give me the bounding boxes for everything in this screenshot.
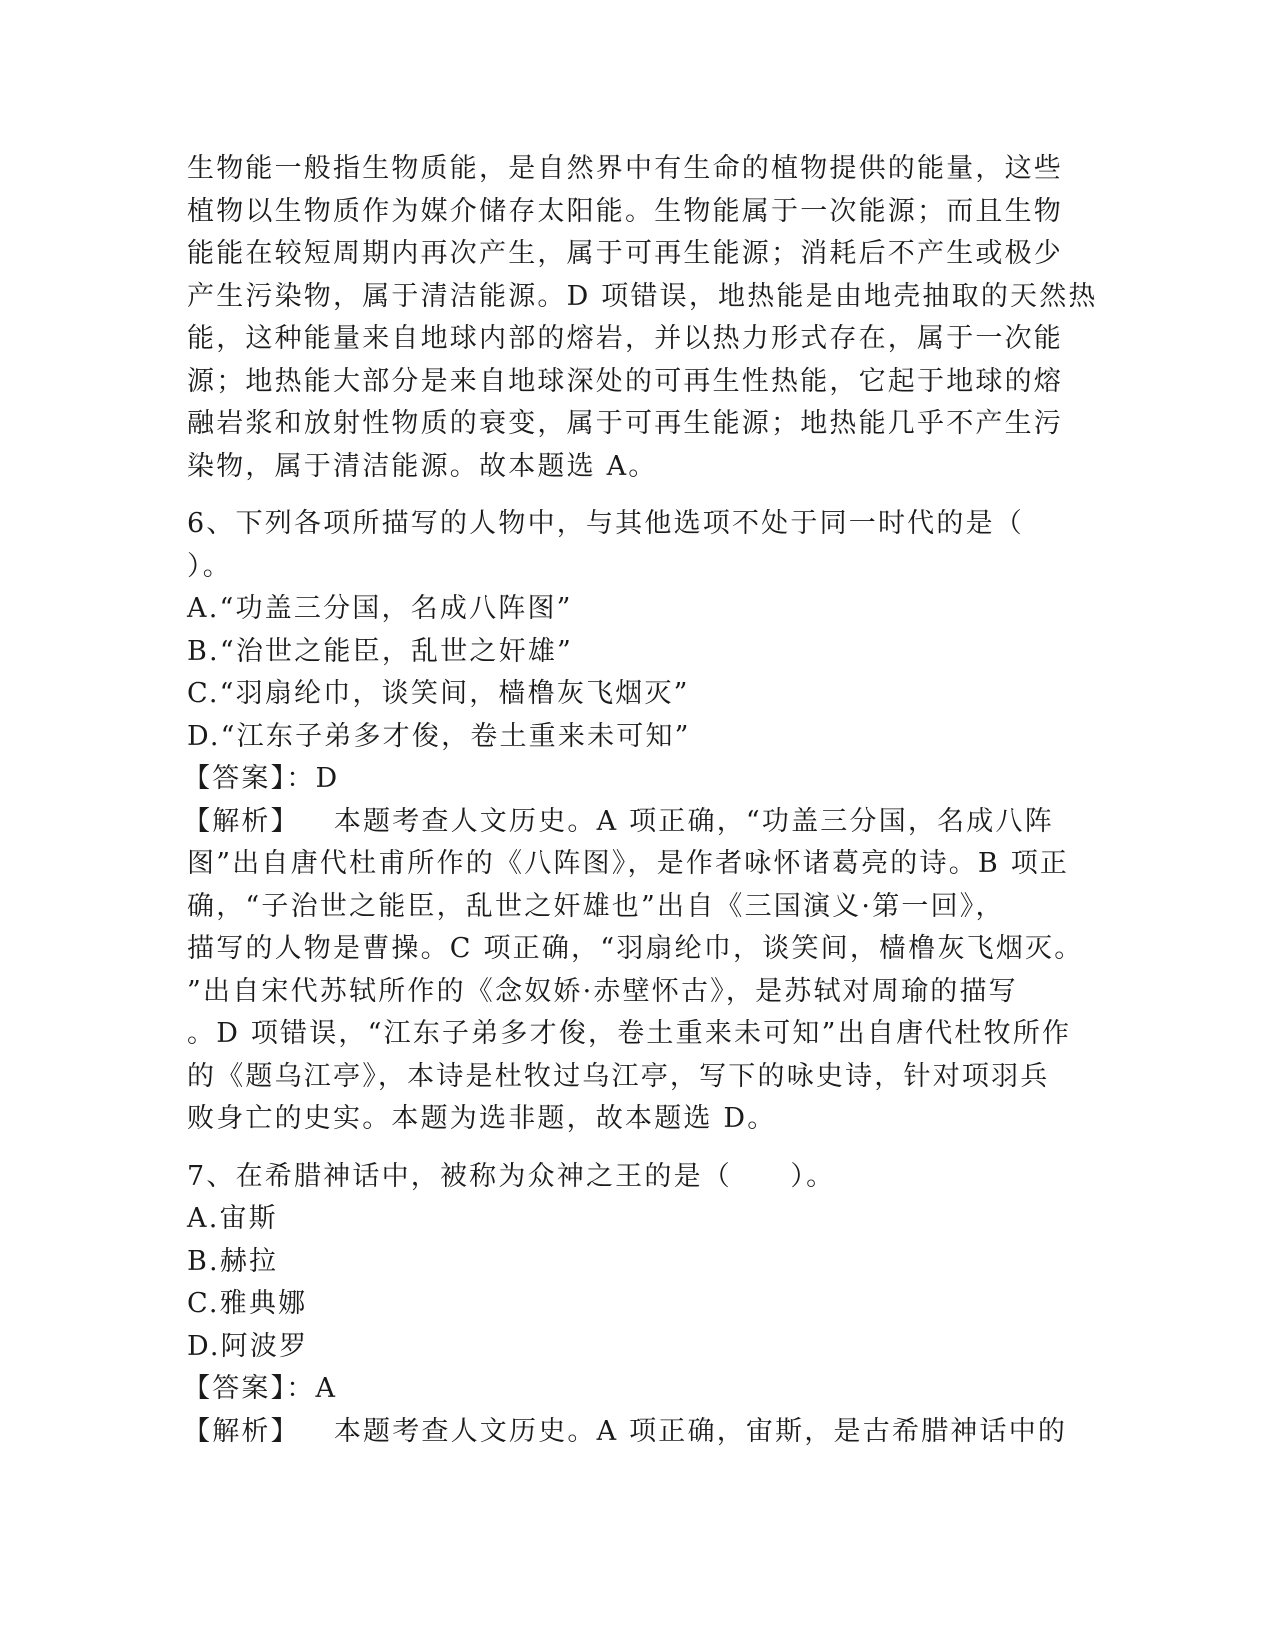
- text-line: 染物，属于清洁能源。故本题选 A。: [187, 450, 658, 482]
- option-c: C.“羽扇纶巾，谈笑间，樯橹灰飞烟灭”: [187, 678, 690, 709]
- analysis-text: 描写的人物是曹操。C 项正确，“羽扇纶巾，谈笑间，樯橹灰飞烟灭。: [187, 933, 1084, 964]
- question-7: [183, 1156, 1087, 1454]
- document-page: [183, 148, 1098, 1453]
- option-a: A.“功盖三分国，名成八阵图”: [187, 593, 573, 624]
- text-line: 源；地热能大部分是来自地球深处的可再生性热能，它起于地球的熔: [187, 365, 1063, 397]
- question-6: [183, 503, 1087, 1141]
- option-b: B.“治世之能臣，乱世之奸雄”: [187, 635, 574, 667]
- answer-line: [183, 758, 1087, 801]
- text-line: 植物以生物质作为媒介储存太阳能。生物能属于一次能源；而且生物: [187, 195, 1063, 227]
- analysis-text: 的《题乌江亭》，本诗是杜牧过乌江亭，写下的咏史诗，针对项羽兵: [187, 1060, 1050, 1092]
- answer-label: 【答案】：: [183, 763, 316, 794]
- question-text: 7、在希腊神话中，被称为众神之王的是（ ）。: [187, 1160, 836, 1192]
- text-line: 产生污染物，属于清洁能源。D 项错误，地热能是由地壳抽取的天然热: [187, 280, 1098, 312]
- option-c: C.雅典娜: [187, 1288, 308, 1319]
- answer-line: [183, 1368, 1087, 1411]
- option-a: A.宙斯: [187, 1203, 278, 1234]
- answer-value: A: [315, 1373, 338, 1404]
- analysis-line: [183, 1411, 1087, 1454]
- option-b: B.赫拉: [187, 1245, 279, 1277]
- answer-value: D: [315, 763, 340, 794]
- answer-label: 【答案】：: [183, 1373, 316, 1404]
- analysis-label: 【解析】: [183, 805, 300, 837]
- question-text: 6、下列各项所描写的人物中，与其他选项不处于同一时代的是（: [187, 508, 1024, 539]
- option-d: D.阿波罗: [187, 1330, 309, 1362]
- text-line: 生物能一般指生物质能，是自然界中有生命的植物提供的能量，这些: [187, 153, 1063, 184]
- analysis-text: 败身亡的史实。本题为选非题，故本题选 D。: [187, 1103, 777, 1134]
- text-line: 能，这种能量来自地球内部的熔岩，并以热力形式存在，属于一次能: [187, 323, 1063, 354]
- option-d: D.“江东子弟多才俊，卷土重来未可知”: [187, 720, 691, 752]
- text-line: 能能在较短周期内再次产生，属于可再生能源；消耗后不产生或极少: [187, 238, 1063, 269]
- analysis-text: 确，“子治世之能臣，乱世之奸雄也”出自《三国演义·第一回》，: [187, 890, 1005, 922]
- analysis-text: 。D 项错误，“江东子弟多才俊，卷土重来未可知”出自唐代杜牧所作: [187, 1018, 1072, 1049]
- analysis-line: [183, 801, 1087, 844]
- analysis-text: 本题考查人文历史。A 项正确，宙斯，是古希腊神话中的: [333, 1415, 1068, 1447]
- analysis-continuation: [187, 148, 1098, 488]
- analysis-text: 本题考查人文历史。A 项正确，“功盖三分国，名成八阵: [333, 805, 1054, 837]
- analysis-text: 图”出自唐代杜甫所作的《八阵图》，是作者咏怀诸葛亮的诗。B 项正: [187, 848, 1070, 879]
- question-text: ）。: [187, 550, 232, 582]
- analysis-label: 【解析】: [183, 1415, 300, 1447]
- analysis-text: ”出自宋代苏轼所作的《念奴娇·赤壁怀古》，是苏轼对周瑜的描写: [187, 975, 1018, 1007]
- text-line: 融岩浆和放射性物质的衰变，属于可再生能源；地热能几乎不产生污: [187, 408, 1063, 439]
